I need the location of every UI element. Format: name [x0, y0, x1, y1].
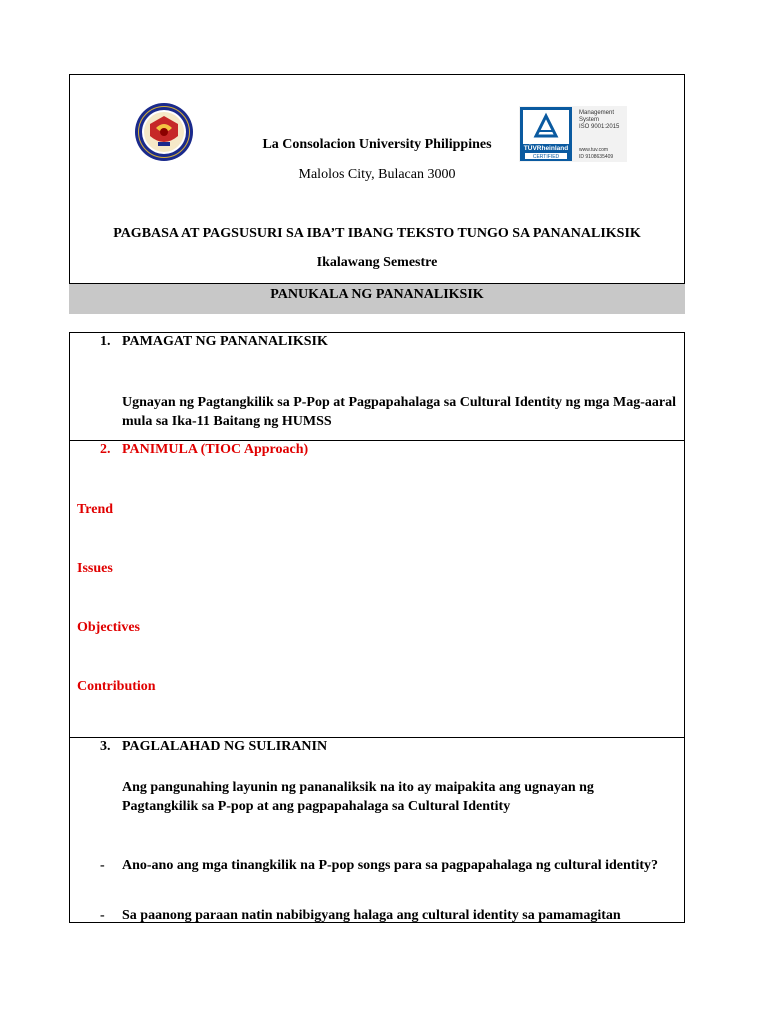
tuv-logo-icon — [519, 106, 627, 162]
bullet-1-text: Ano-ano ang mga tinangkilik na P-pop songs para sa pagpapahalaga ng cultural identity? — [122, 858, 659, 873]
semester: Ikalawang Semestre — [316, 255, 438, 270]
bullet-2-text: Sa paanong paraan natin nabibigyang halaga ang cultural identity sa pamamagitan — [122, 908, 621, 923]
iso-line-2: System — [579, 117, 600, 123]
university-seal-logo — [134, 102, 194, 162]
section-3-title: PAGLALAHAD NG SULIRANIN — [122, 739, 328, 754]
section-1-title: PAMAGAT NG PANANALIKSIK — [122, 334, 328, 349]
section-3-number: 3. — [100, 739, 111, 754]
iso-line-3: ISO 9001:2015 — [579, 124, 620, 130]
bullet-2-marker: - — [100, 908, 105, 923]
research-title-text: Ugnayan ng Pagtangkilik sa P-Pop at Pagpapahalaga sa Cultural Identity ng mga Mag-aaral mula sa Ika-11 Baitang ng HUMSS — [122, 395, 676, 429]
iso-site: www.tuv.com — [579, 147, 609, 153]
university-name: La Consolacion University Philippines — [262, 137, 492, 152]
tuv-certified-text: CERTIFIED — [532, 154, 560, 160]
section-2-number: 2. — [100, 442, 111, 457]
tioc-objectives: Objectives — [77, 620, 140, 635]
university-address: Malolos City, Bulacan 3000 — [298, 167, 456, 182]
proposal-banner — [69, 283, 685, 314]
section-2-cell — [69, 440, 685, 738]
banner-title: PANUKALA NG PANANALIKSIK — [270, 287, 484, 302]
tuv-brand-text: TÜVRheinland — [523, 145, 569, 152]
tioc-issues: Issues — [77, 561, 113, 576]
problem-statement-text: Ang pangunahing layunin ng pananaliksik na ito ay maipakita ang ugnayan ng Pagtangkilik sa P-pop at ang pagpapahalaga sa Cultural Identity — [122, 780, 594, 814]
course-title: PAGBASA AT PAGSUSURI SA IBA’T IBANG TEKSTO TUNGO SA PANANALIKSIK — [113, 226, 641, 241]
tioc-trend: Trend — [77, 502, 114, 517]
tioc-contribution: Contribution — [77, 679, 156, 694]
iso-id: ID 9108635409 — [579, 154, 614, 160]
iso-certification-badge — [519, 106, 627, 162]
section-1-number: 1. — [100, 334, 111, 349]
section-3-cell — [69, 737, 685, 923]
bullet-1-marker: - — [100, 858, 105, 873]
section-2-title: PANIMULA (TIOC Approach) — [122, 442, 309, 457]
iso-line-1: Management — [579, 110, 615, 116]
